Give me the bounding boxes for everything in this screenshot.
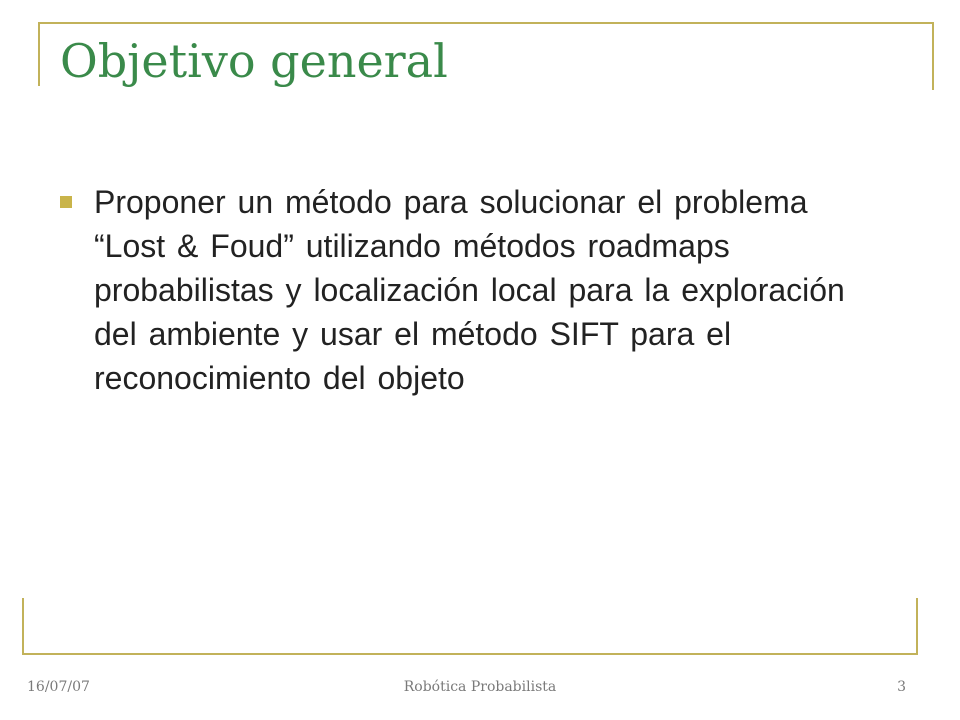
frame-right-bottom-line [916, 598, 918, 655]
frame-top-line [38, 22, 934, 24]
footer-title: Robótica Probabilista [403, 679, 557, 695]
footer-date: 16/07/07 [27, 679, 90, 695]
frame-left-top-line [38, 22, 40, 86]
slide-title: Objetivo general [60, 34, 448, 88]
frame-left-bottom-line [22, 598, 24, 655]
page-number: 3 [897, 679, 906, 695]
frame-right-top-line [932, 22, 934, 90]
bullet-text: Proponer un método para solucionar el problema “Lost & Foud” utilizando métodos roadmaps probabilistas y localización local para la exploración del ambiente y usar el método SIFT para el reconocimiento del objeto [94, 184, 845, 396]
frame-bottom-line [22, 653, 918, 655]
square-bullet-icon [60, 196, 72, 208]
slide-content [60, 180, 860, 400]
bullet-item [60, 180, 860, 400]
